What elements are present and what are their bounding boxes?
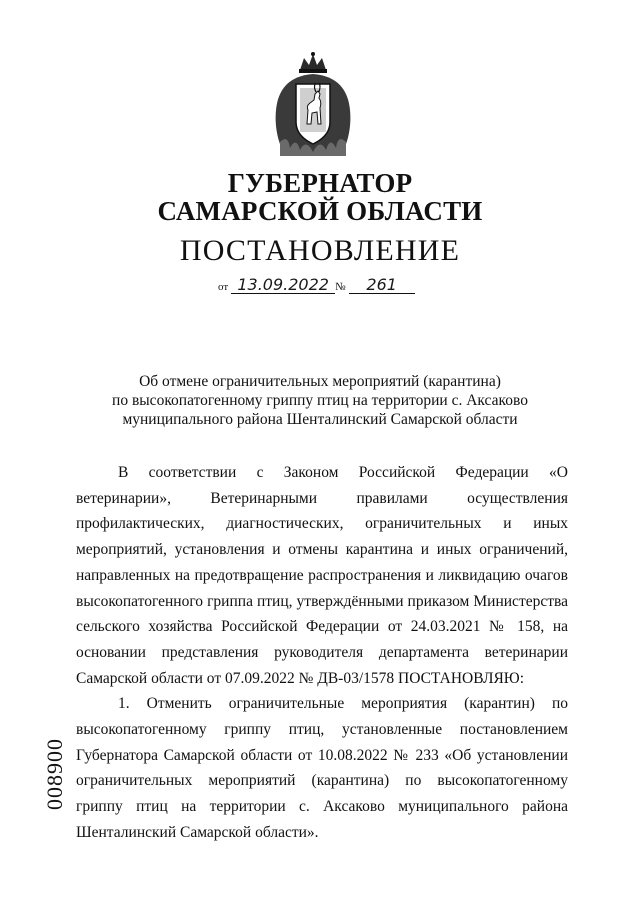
handwritten-date: 13.09.2022 <box>231 276 335 294</box>
document-subject <box>90 372 550 429</box>
serial-number: 008900 <box>42 738 67 810</box>
document-body <box>76 460 568 846</box>
document-type-heading: ПОСТАНОВЛЕНИЕ <box>179 234 461 267</box>
authority-line-1: ГУБЕРНАТОР <box>227 168 413 198</box>
number-prefix: № <box>335 281 346 293</box>
handwritten-number: 261 <box>349 276 415 294</box>
authority-line-2: САМАРСКОЙ ОБЛАСТИ <box>157 196 483 226</box>
subject-line-2: по высокопатогенному гриппу птиц на территории с. Аксаково <box>112 392 528 409</box>
subject-line-1: Об отмене ограничительных мероприятий (карантина) <box>139 373 501 390</box>
subject-line-3: муниципального района Шенталинский Самарской области <box>122 411 518 428</box>
item-1-paragraph: 1. Отменить ограничительные мероприятия (карантин) по высокопатогенному гриппу птиц, установленные постановлением Губернатора Самарской области от 10.08.2022 № 233 «Об установлении ограничительных мероприятий (карантина) по высокопатогенному гриппу птиц на территории с. Аксаково муниципального района Шенталинский Самарской области». <box>76 695 568 841</box>
date-number-line <box>218 276 415 294</box>
date-prefix: от <box>218 281 229 293</box>
coat-of-arms-icon <box>266 50 360 160</box>
preamble-paragraph: В соответствии с Законом Российской Федерации «О ветеринарии», Ветеринарными правилами осуществления профилактических, диагностических, ограничительных и иных мероприятий, установления и отмены карантина и иных ограничений, направленных на предотвращение распространения и ликвидацию очагов высокопатогенного гриппа птиц, утверждёнными приказом Министерства сельского хозяйства Российской Федерации от 24.03.2021 № 158, на основании представления руководителя департамента ветеринарии Самарской области от 07.09.2022 № ДВ-03/1578 ПОСТАНОВЛЯЮ: <box>76 464 568 687</box>
